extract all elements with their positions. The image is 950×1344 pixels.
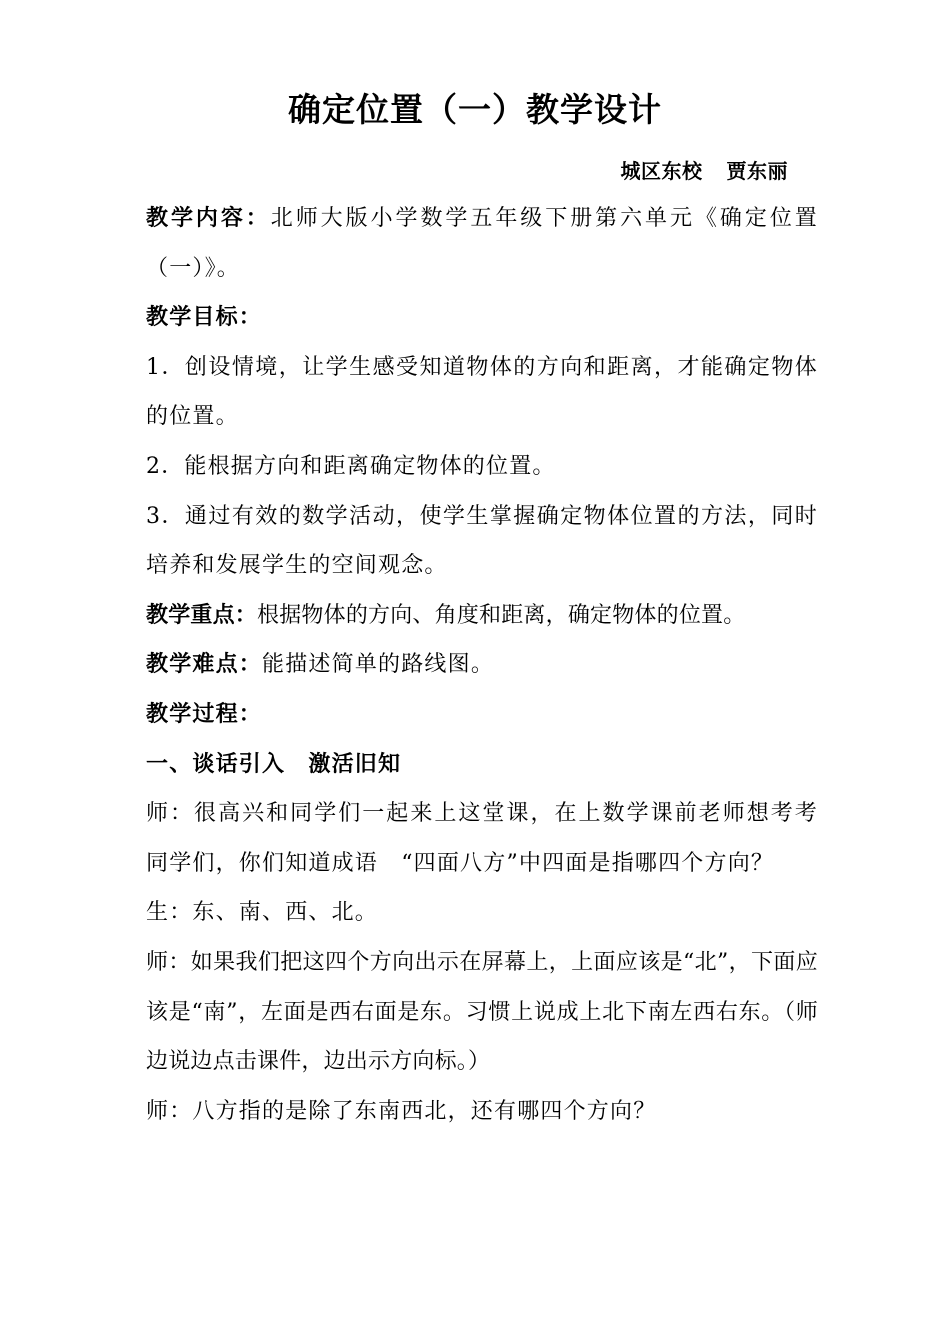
difficulty-text: 能描述简单的路线图。 [262,652,495,678]
difficulty-label: 教学难点： [146,652,263,678]
key-paragraph [146,591,818,641]
content-paragraph [146,194,818,293]
dialogue-line-2: 生：东、南、西、北。 [146,900,379,926]
process-heading [146,690,818,740]
difficulty-paragraph [146,640,818,690]
document-body [146,194,818,1136]
dialogue-line-3: 师：如果我们把这四个方向出示在屏幕上，上面应该是“北”，下面应该是“南”，左面是西右面是东。习惯上说成上北下南左西右东。（师边说边点击课件，边出示方向标。） [146,949,818,1075]
section-1-heading: 一、谈话引入 激活旧知 [146,751,402,777]
dialogue-line-4: 师：八方指的是除了东南西北，还有哪四个方向？ [146,1098,657,1124]
key-text: 根据物体的方向、角度和距离，确定物体的位置。 [257,602,746,628]
author-line [621,155,789,187]
goals-label: 教学目标： [146,305,263,331]
document-title: 确定位置（一）教学设计 [288,90,662,129]
goal-item-2: 2．能根据方向和距离确定物体的位置。 [146,453,556,479]
author-name: 贾东丽 [726,159,788,183]
process-label: 教学过程： [146,701,263,727]
dialogue-line-1: 师：很高兴和同学们一起来上这堂课，在上数学课前老师想考考同学们，你们知道成语 “四面八方”中四面是指哪四个方向？ [146,801,818,876]
goal-item-3: 3．通过有效的数学活动，使学生掌握确定物体位置的方法，同时培养和发展学生的空间观念。 [146,503,818,579]
key-label: 教学重点： [146,602,258,628]
content-label: 教学内容： [146,206,271,231]
goal-item-1: 1．创设情境，让学生感受知道物体的方向和距离，才能确定物体的位置。 [146,354,818,430]
goals-heading [146,293,818,343]
author-school: 城区东校 [620,159,703,183]
content-text: 北师大版小学数学五年级下册第六单元《确定位置（一）》。 [146,206,818,281]
